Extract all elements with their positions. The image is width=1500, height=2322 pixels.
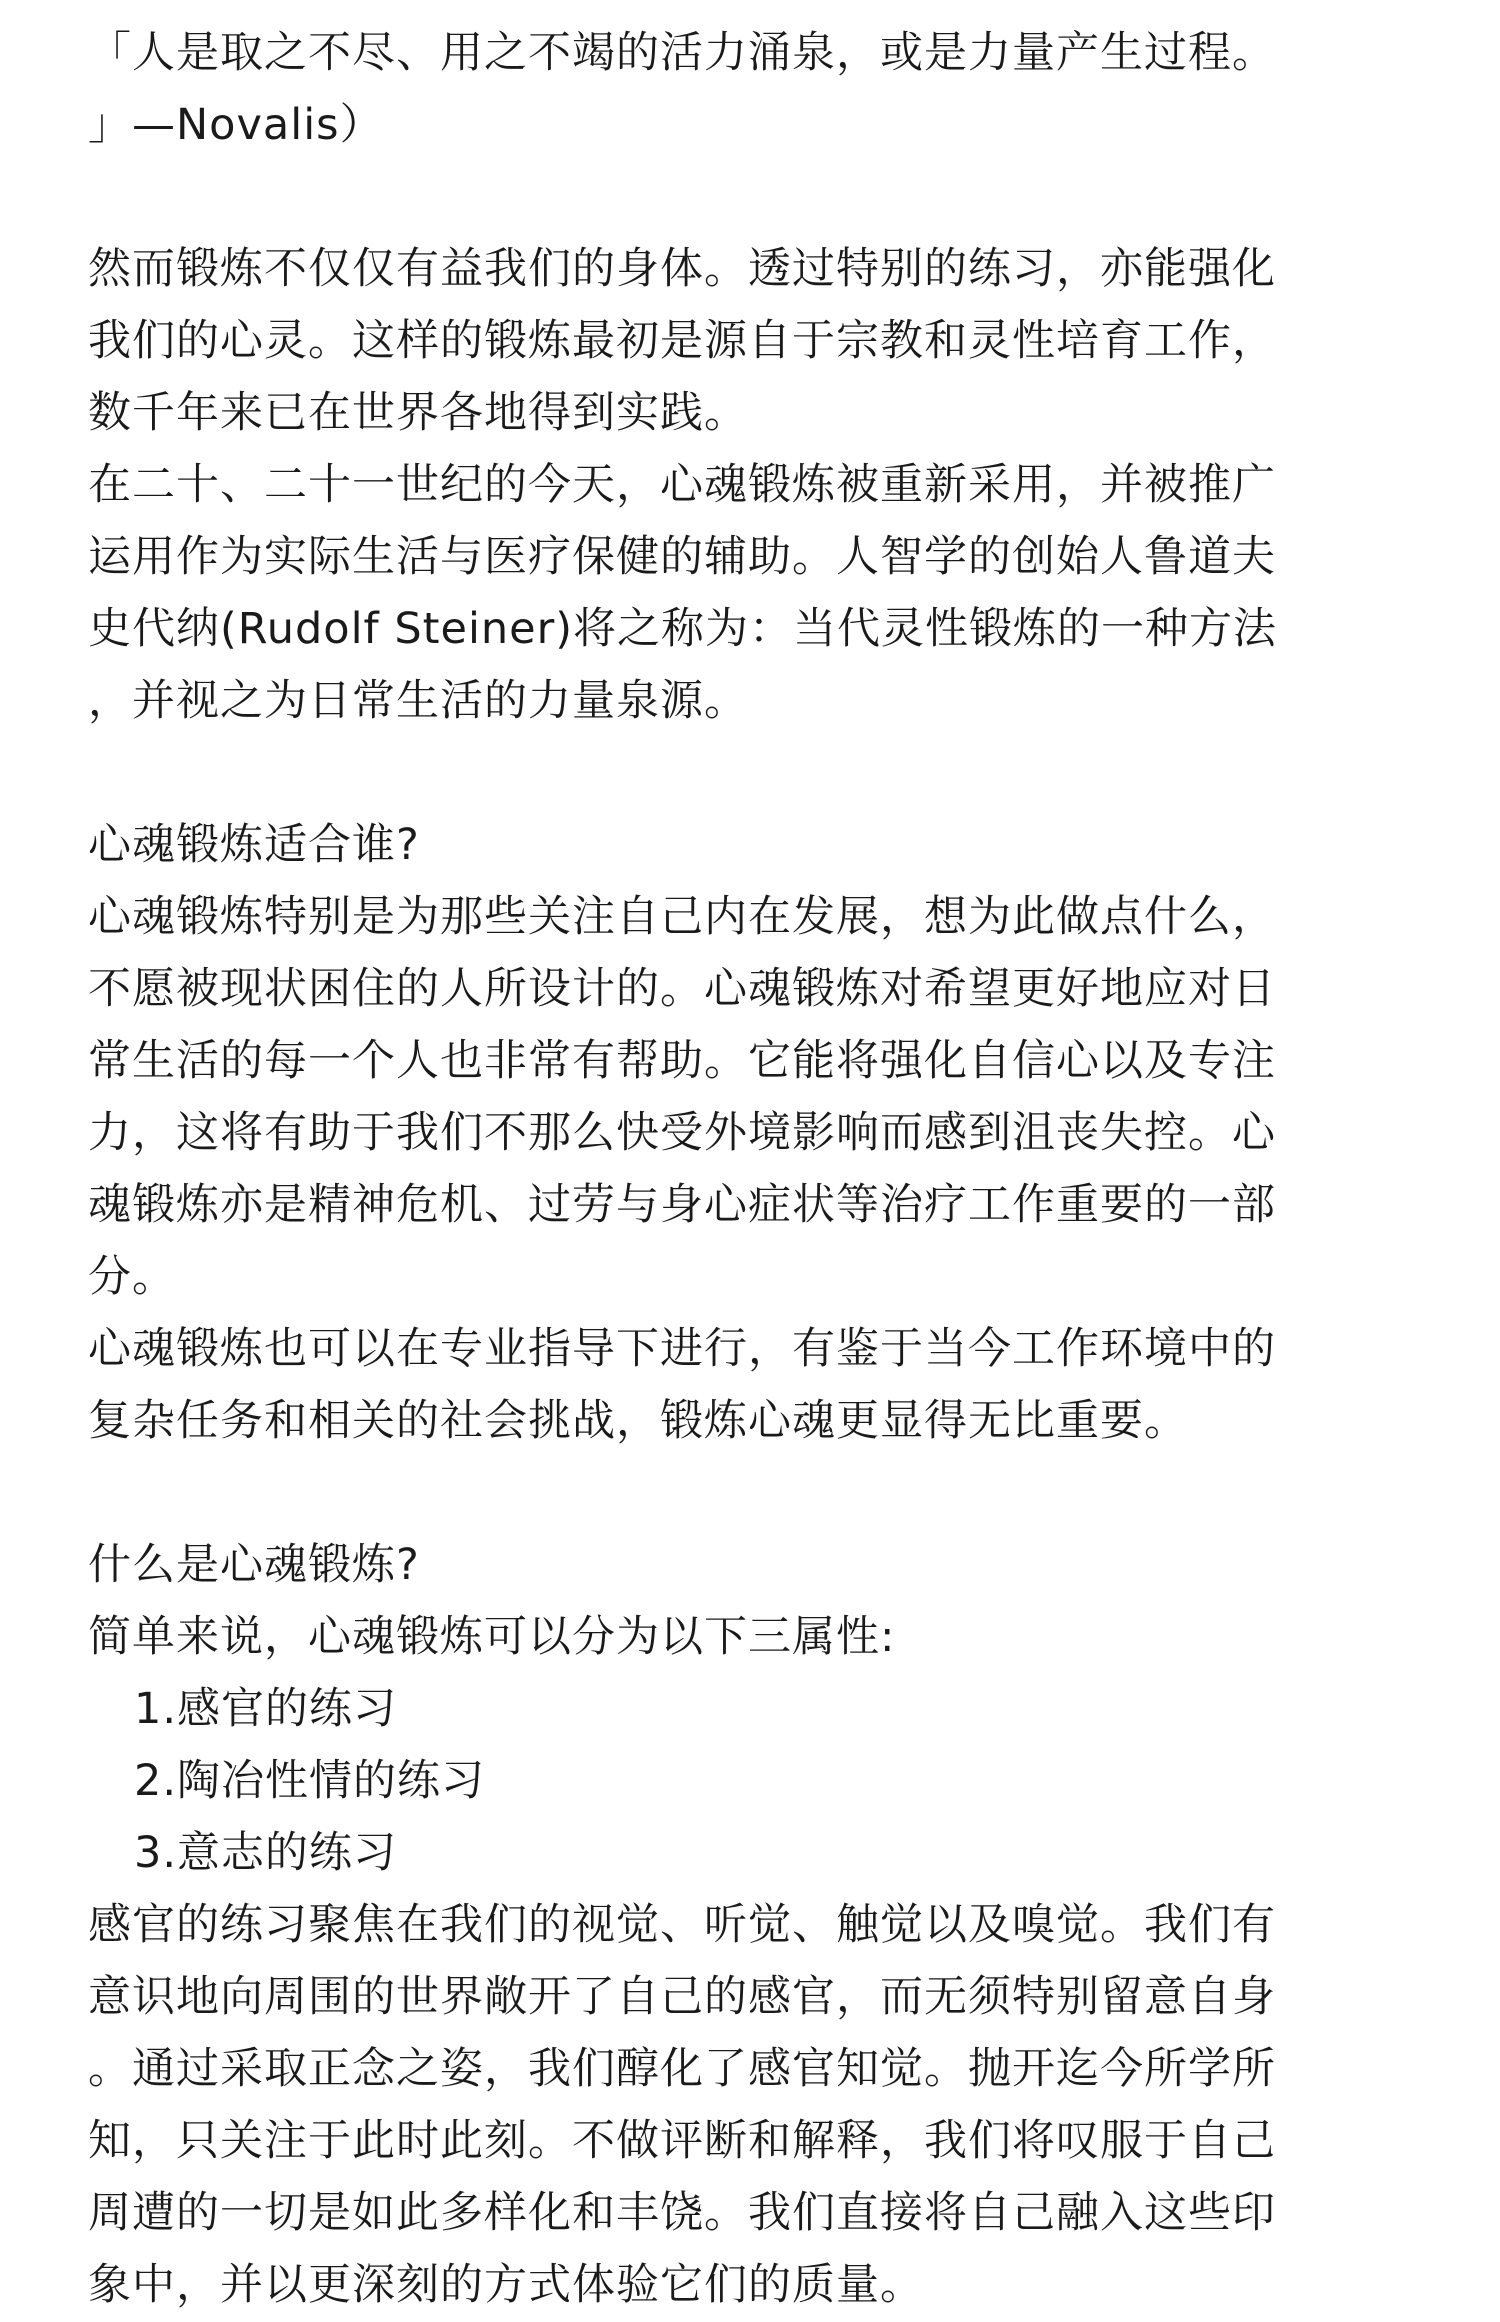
list-item: 3.意志的练习 — [134, 1828, 398, 1878]
quote-attribution: 」—Novalis） — [88, 100, 384, 150]
text-line: 意识地向周围的世界敞开了自己的感官，而无须特别留意自身 — [88, 1972, 1276, 2022]
what-paragraph-1 — [88, 1889, 1428, 2321]
text-line: 感官的练习聚焦在我们的视觉、听觉、触觉以及嗅觉。我们有 — [88, 1900, 1276, 1950]
text-line: 心魂锻炼特别是为那些关注自己内在发展，想为此做点什么， — [88, 892, 1276, 942]
text-line: 不愿被现状困住的人所设计的。心魂锻炼对希望更好地应对日 — [88, 964, 1276, 1014]
quote-line: 「人是取之不尽、用之不竭的活力涌泉，或是力量产生过程。 — [88, 28, 1276, 78]
section-heading-who: 心魂锻炼适合谁? — [88, 820, 420, 870]
text-line: 复杂任务和相关的社会挑战，锻炼心魂更显得无比重要。 — [88, 1396, 1188, 1446]
text-line: 。通过采取正念之姿，我们醇化了感官知觉。抛开迄今所学所 — [88, 2044, 1276, 2094]
text-line: 周遭的一切是如此多样化和丰饶。我们直接将自己融入这些印 — [88, 2188, 1276, 2238]
text-line: 数千年来已在世界各地得到实践。 — [88, 388, 748, 438]
list-item: 2.陶冶性情的练习 — [134, 1756, 486, 1806]
paragraph-spacer — [88, 161, 1428, 233]
text-line: 常生活的每一个人也非常有帮助。它能将强化自信心以及专注 — [88, 1036, 1276, 1086]
text-line: 然而锻炼不仅仅有益我们的身体。透过特别的练习，亦能强化 — [88, 244, 1276, 294]
text-line: ，并视之为日常生活的力量泉源。 — [88, 676, 748, 726]
paragraph-spacer — [88, 1457, 1428, 1529]
list-item: 1.感官的练习 — [134, 1684, 398, 1734]
text-line: 力，这将有助于我们不那么快受外境影响而感到沮丧失控。心 — [88, 1108, 1276, 1158]
what-intro: 简单来说，心魂锻炼可以分为以下三属性: — [88, 1612, 896, 1662]
paragraph-spacer — [88, 737, 1428, 809]
text-line: 史代纳(Rudolf Steiner)将之称为：当代灵性锻炼的一种方法 — [88, 604, 1278, 654]
intro-paragraph-2 — [88, 449, 1428, 737]
who-paragraph-1 — [88, 881, 1428, 1313]
intro-paragraph-1 — [88, 233, 1428, 449]
section-heading-what: 什么是心魂锻炼? — [88, 1540, 420, 1590]
text-line: 运用作为实际生活与医疗保健的辅助。人智学的创始人鲁道夫 — [88, 532, 1276, 582]
text-line: 我们的心灵。这样的锻炼最初是源自于宗教和灵性培育工作， — [88, 316, 1276, 366]
text-line: 心魂锻炼也可以在专业指导下进行，有鉴于当今工作环境中的 — [88, 1324, 1276, 1374]
text-line: 知，只关注于此时此刻。不做评断和解释，我们将叹服于自己 — [88, 2116, 1276, 2166]
who-paragraph-2 — [88, 1313, 1428, 1457]
text-line: 分。 — [88, 1252, 176, 1302]
text-line: 象中，并以更深刻的方式体验它们的质量。 — [88, 2260, 924, 2310]
text-line: 魂锻炼亦是精神危机、过劳与身心症状等治疗工作重要的一部 — [88, 1180, 1276, 1230]
attribute-list — [88, 1673, 1428, 1889]
article-body — [88, 0, 1428, 2321]
text-line: 在二十、二十一世纪的今天，心魂锻炼被重新采用，并被推广 — [88, 460, 1276, 510]
quote-block — [88, 17, 1428, 161]
